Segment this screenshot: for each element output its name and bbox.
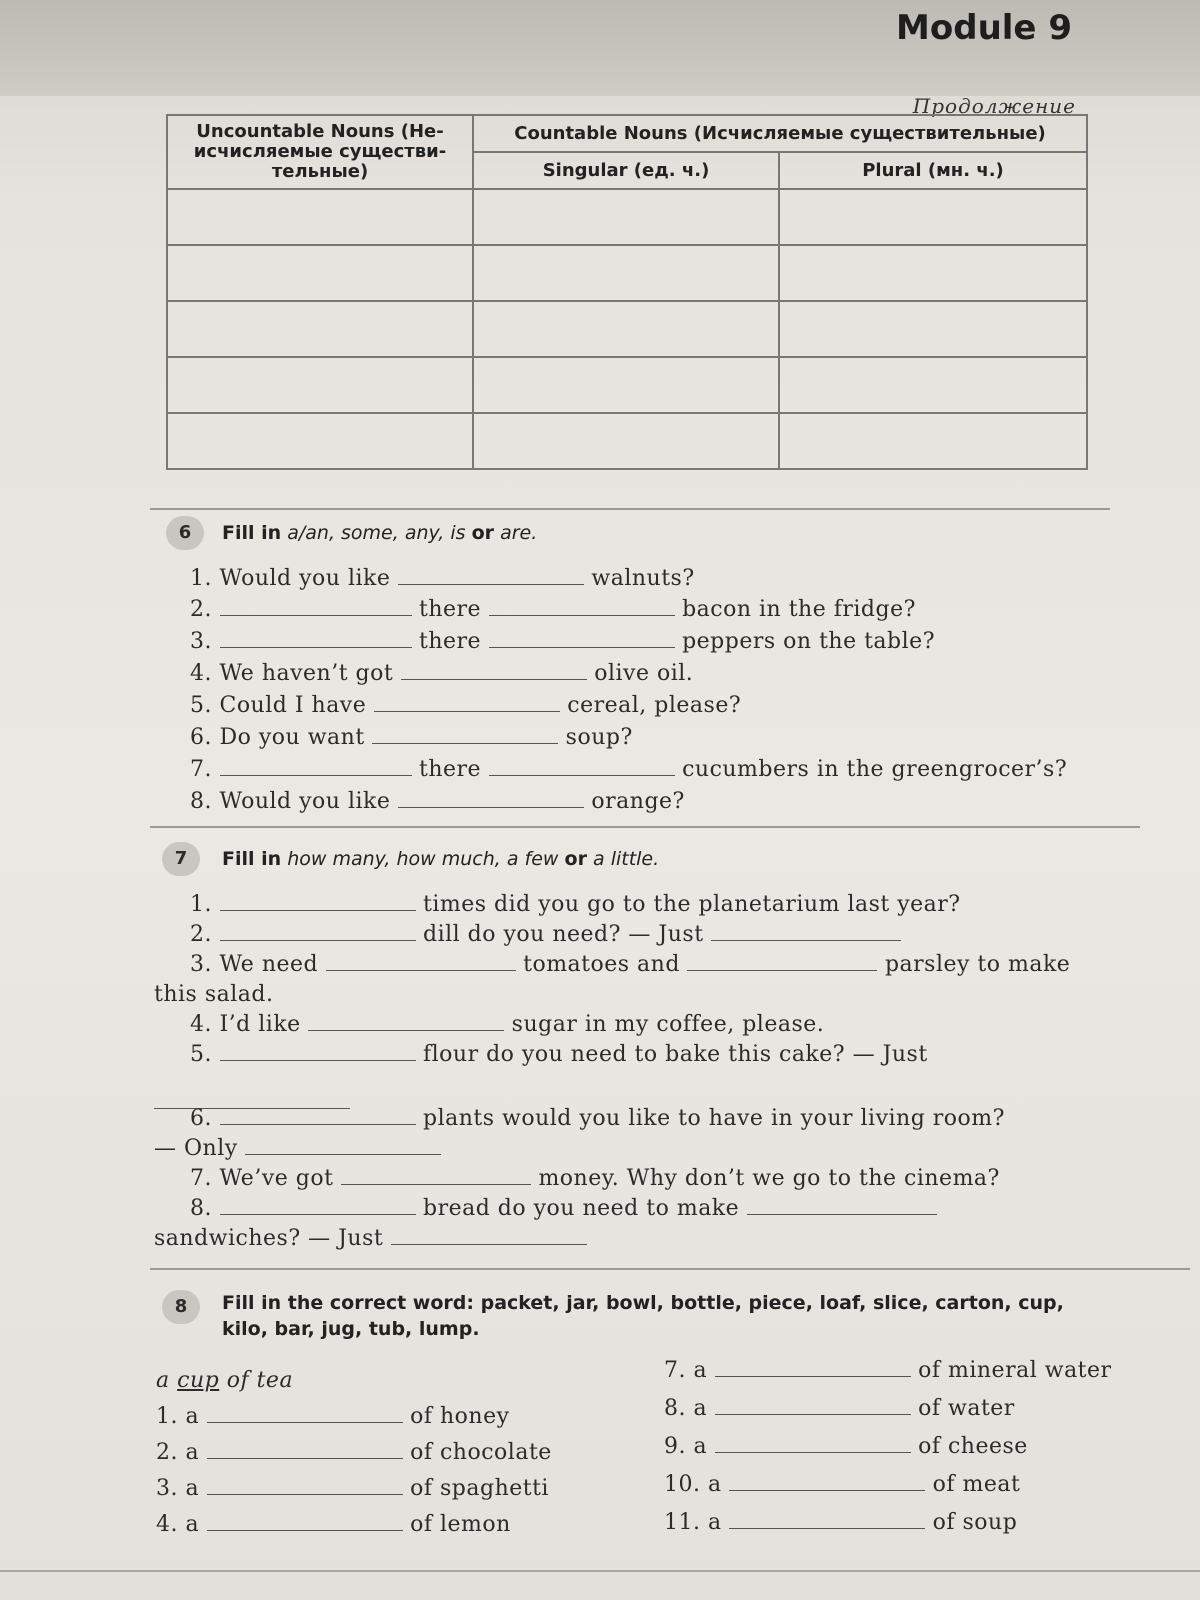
text: soup? <box>565 725 633 750</box>
item-number: 1. a <box>156 1404 200 1429</box>
table-cell[interactable] <box>167 413 473 469</box>
exercise-7-number: 7 <box>162 842 200 876</box>
text: 8. <box>190 1196 212 1221</box>
text: there <box>419 629 482 654</box>
exercise-8-instructions-line-1: Fill in the correct word: packet, jar, bowl, bottle, piece, loaf, slice, carton, cup, <box>222 1292 1064 1314</box>
table-row <box>167 245 1087 301</box>
item-text: of cheese <box>918 1434 1028 1459</box>
text: 7. We’ve got <box>190 1166 334 1191</box>
exercise-6-instructions <box>222 522 537 544</box>
instr-words: a/an, some, any, <box>287 522 445 544</box>
ex7-line-4 <box>190 1012 824 1037</box>
text: money. Why don’t we go to the cinema? <box>538 1166 1000 1191</box>
text: 5. <box>190 1042 212 1067</box>
item-text: of honey <box>410 1404 510 1429</box>
text: there <box>419 757 482 782</box>
table-cell[interactable] <box>779 301 1087 357</box>
item-number: 10. a <box>664 1472 722 1497</box>
text: 1. <box>190 892 212 917</box>
ex6-line-1 <box>190 566 695 591</box>
instr-or: or <box>471 522 495 544</box>
item-text: of mineral water <box>918 1358 1112 1383</box>
ex7-line-8-cont <box>154 1226 587 1251</box>
answer-blank[interactable] <box>401 661 587 680</box>
answer-blank[interactable] <box>207 1476 403 1495</box>
answer-blank[interactable] <box>220 597 412 616</box>
text: 3. We need <box>190 952 319 977</box>
singular-header: Singular (ед. ч.) <box>473 152 779 189</box>
answer-blank[interactable] <box>715 1358 911 1377</box>
item-text: of meat <box>932 1472 1021 1497</box>
plural-header: Plural (мн. ч.) <box>779 152 1087 189</box>
item-number: 9. a <box>664 1434 708 1459</box>
answer-blank[interactable] <box>715 1434 911 1453</box>
ex7-line-6-cont <box>154 1136 441 1161</box>
answer-blank[interactable] <box>747 1196 937 1215</box>
text: bacon in the fridge? <box>682 597 916 622</box>
instr-is: is <box>450 522 466 544</box>
text: 4. We haven’t got <box>190 661 394 686</box>
answer-blank[interactable] <box>308 1012 504 1031</box>
ex6-line-7 <box>190 757 1067 782</box>
ex6-line-3 <box>190 629 935 654</box>
ex7-line-8 <box>190 1196 937 1221</box>
ex6-line-5 <box>190 693 741 718</box>
answer-blank[interactable] <box>489 597 675 616</box>
item-number: 7. a <box>664 1358 708 1383</box>
text: there <box>419 597 482 622</box>
answer-blank[interactable] <box>341 1166 531 1185</box>
item-number: 8. a <box>664 1396 708 1421</box>
table-cell[interactable] <box>473 189 779 245</box>
text: 8. Would you like <box>190 789 391 814</box>
text: cereal, please? <box>567 693 742 718</box>
answer-blank[interactable] <box>245 1136 441 1155</box>
table-cell[interactable] <box>167 189 473 245</box>
bottom-edge <box>0 1570 1200 1572</box>
ex8-item <box>156 1440 552 1465</box>
table-cell[interactable] <box>473 245 779 301</box>
answer-blank[interactable] <box>220 629 412 648</box>
table-cell[interactable] <box>473 301 779 357</box>
answer-blank[interactable] <box>220 892 416 911</box>
uncountable-header: Uncountable Nouns (Не-исчисляемые существи-тельные) <box>167 115 473 189</box>
exercise-6-number: 6 <box>166 516 204 550</box>
exercise-7-instructions <box>222 848 659 870</box>
ex8-item <box>664 1510 1017 1535</box>
item-text: of spaghetti <box>410 1476 549 1501</box>
text: sandwiches? — Just <box>154 1226 384 1251</box>
text: — Only <box>154 1136 238 1161</box>
answer-blank[interactable] <box>220 757 412 776</box>
ex8-item <box>664 1434 1028 1459</box>
ex6-line-8 <box>190 789 685 814</box>
section-divider <box>150 1268 1190 1270</box>
ex6-line-6 <box>190 725 633 750</box>
table-cell[interactable] <box>779 413 1087 469</box>
table-row <box>167 357 1087 413</box>
answer-blank[interactable] <box>729 1472 925 1491</box>
answer-blank[interactable] <box>207 1440 403 1459</box>
table-cell[interactable] <box>779 357 1087 413</box>
instr-or: or <box>564 848 587 870</box>
example-answer: cup <box>177 1368 220 1393</box>
module-title: Module 9 <box>896 8 1072 48</box>
text: bread do you need to make <box>423 1196 740 1221</box>
table-cell[interactable] <box>779 245 1087 301</box>
instr-lead: Fill in <box>222 522 282 544</box>
table-cell[interactable] <box>473 413 779 469</box>
item-number: 4. a <box>156 1512 200 1537</box>
answer-blank[interactable] <box>715 1396 911 1415</box>
answer-blank[interactable] <box>220 1106 416 1125</box>
item-text: of lemon <box>410 1512 511 1537</box>
text: plants would you like to have in your living room? <box>423 1106 1005 1131</box>
item-text: of chocolate <box>410 1440 552 1465</box>
answer-blank[interactable] <box>729 1510 925 1529</box>
text: tomatoes and <box>523 952 680 977</box>
text: parsley to make <box>884 952 1071 977</box>
text: walnuts? <box>591 566 695 591</box>
ex8-item <box>664 1358 1112 1383</box>
answer-blank[interactable] <box>489 757 675 776</box>
text: 1. Would you like <box>190 566 391 591</box>
item-number: 11. a <box>664 1510 722 1535</box>
item-text: of soup <box>932 1510 1018 1535</box>
item-text: of water <box>918 1396 1015 1421</box>
section-divider <box>150 826 1140 828</box>
text: orange? <box>591 789 685 814</box>
answer-blank[interactable] <box>372 725 558 744</box>
table-cell[interactable] <box>167 301 473 357</box>
text: 7. <box>190 757 212 782</box>
text: 6. <box>190 1106 212 1131</box>
ex8-item <box>156 1512 511 1537</box>
text: a <box>156 1368 170 1393</box>
text: of tea <box>226 1368 294 1393</box>
ex7-line-6 <box>190 1106 1005 1131</box>
countable-header: Countable Nouns (Исчисляемые существительные) <box>473 115 1087 152</box>
answer-blank[interactable] <box>374 693 560 712</box>
text: olive oil. <box>594 661 694 686</box>
answer-blank[interactable] <box>220 1042 416 1061</box>
answer-blank[interactable] <box>398 566 584 585</box>
continued-label: Продолжение <box>912 94 1076 118</box>
text: sugar in my coffee, please. <box>511 1012 825 1037</box>
exercise-8-instructions-line-2: kilo, bar, jug, tub, lump. <box>222 1318 480 1340</box>
text: 5. Could I have <box>190 693 367 718</box>
answer-blank[interactable] <box>220 1196 416 1215</box>
table-cell[interactable] <box>473 357 779 413</box>
text: 6. Do you want <box>190 725 365 750</box>
instr-words: how many, how much, a few <box>287 848 559 870</box>
ex7-line-7 <box>190 1166 1000 1191</box>
ex8-item <box>156 1476 549 1501</box>
ex7-line-2 <box>190 922 901 947</box>
instr-lead: Fill in <box>222 848 282 870</box>
ex7-line-3-cont: this salad. <box>154 982 274 1007</box>
answer-blank[interactable] <box>687 952 877 971</box>
answer-blank[interactable] <box>711 922 901 941</box>
answer-blank[interactable] <box>207 1404 403 1423</box>
ex8-item <box>156 1404 510 1429</box>
ex6-line-2 <box>190 597 916 622</box>
answer-blank[interactable] <box>391 1226 587 1245</box>
text: 2. <box>190 922 212 947</box>
ex6-line-4 <box>190 661 693 686</box>
answer-blank[interactable] <box>326 952 516 971</box>
text: 2. <box>190 597 212 622</box>
ex7-line-5 <box>190 1042 928 1067</box>
ex7-line-3 <box>190 952 1070 977</box>
answer-blank[interactable] <box>489 629 675 648</box>
text: 3. <box>190 629 212 654</box>
table-row <box>167 413 1087 469</box>
exercise-8-number: 8 <box>162 1290 200 1324</box>
nouns-table <box>166 114 1088 470</box>
text: cucumbers in the greengrocer’s? <box>682 757 1068 782</box>
text: flour do you need to bake this cake? — Just <box>423 1042 928 1067</box>
ex7-line-1 <box>190 892 961 917</box>
table-row <box>167 189 1087 245</box>
ex8-example <box>156 1368 293 1393</box>
answer-blank[interactable] <box>207 1512 403 1531</box>
table-cell[interactable] <box>167 357 473 413</box>
text: dill do you need? — Just <box>423 922 704 947</box>
instr-are: are. <box>500 522 538 544</box>
ex8-item <box>664 1396 1015 1421</box>
text: 4. I’d like <box>190 1012 301 1037</box>
table-row <box>167 301 1087 357</box>
text: times did you go to the planetarium last year? <box>423 892 961 917</box>
answer-blank[interactable] <box>220 922 416 941</box>
ex8-item <box>664 1472 1020 1497</box>
table-cell[interactable] <box>779 189 1087 245</box>
section-divider <box>150 508 1110 510</box>
table-cell[interactable] <box>167 245 473 301</box>
answer-blank[interactable] <box>398 789 584 808</box>
text: peppers on the table? <box>682 629 935 654</box>
item-number: 3. a <box>156 1476 200 1501</box>
item-number: 2. a <box>156 1440 200 1465</box>
instr-last: a little. <box>593 848 660 870</box>
